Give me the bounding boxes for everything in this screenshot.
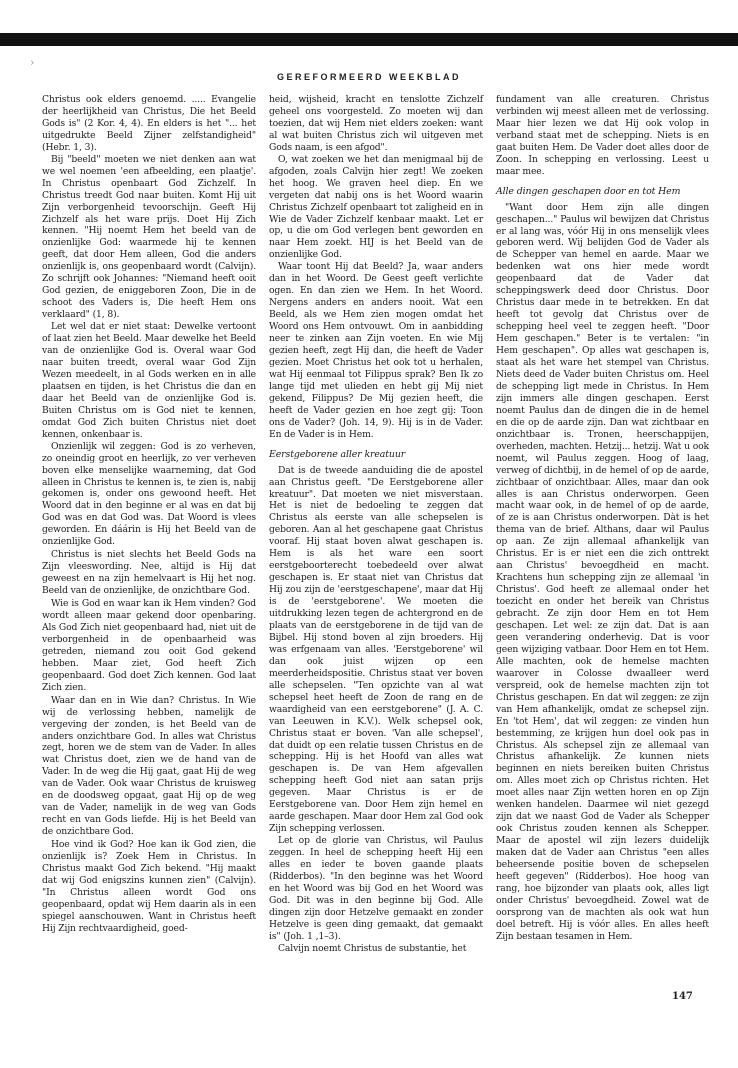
paragraph: Waar toont Hij dat Beeld? Ja, waar anders dan in het Woord. De Geest geeft verlichte ogen. En dan zien we Hem. In het Woord. Nergens anders en anders nooit. Wat een Beeld, als we Hem zien mogen omdat het Woord ons Hem ontvouwt. Om in aanbidding neer te zinken aan Zijn voeten. En wie Mij gezien heeft, zegt Hij dan, die heeft de Vader gezien. Moet Christus het ook tot u herhalen, wat Hij eenmaal tot Filippus sprak? Ben Ik zo lange tijd met ulieden en hebt gij Mij niet gekend, Filippus? De Mij gezien heeft, die heeft de Vader gezien en hoe zegt gij: Toon ons de Vader? (Joh. 14, 9). Hij is in de Vader. En de Vader is in Hem.: [269, 261, 483, 440]
section-heading: Alle dingen geschapen door en tot Hem: [496, 185, 681, 197]
column-1: [42, 94, 256, 935]
paragraph: Let op de glorie van Christus, wil Paulus zeggen. In heel de schepping heeft Hij een alles en ieder te boven gaande plaats (Ridderbos). "In den beginne was het Woord en het Woord was bij God en het Woord was God. Dit was in den beginne bij God. Alle dingen zijn door Hetzelve gemaakt en zonder Hetzelve is geen ding gemaakt, dat gemaakt is" (Joh. 1 ,1–3).: [269, 835, 483, 942]
paragraph: Let wel dat er niet staat: Dewelke vertoont of laat zien het Beeld. Maar dewelke het Beeld van de onzienlijke God is. Overal waar God naar buiten treedt, overal waar God Zijn Wezen meedeelt, in al Gods werken en in alle plaatsen en tijden, is het Christus die dan en daar het Beeld van de onzienlijke God is. Buiten Christus om is God niet te kennen, omdat God Zich buiten Christus niet doet kennen, onkenbaar is.: [42, 321, 256, 440]
page-header: GEREFORMEERD WEEKBLAD: [276, 72, 461, 82]
paragraph: fundament van alle creaturen. Christus verbinden wij meest alleen met de verlossing. Maar hier lezen we dat Hij ook volop in verband staat met de schepping. Niets is en gaat buiten Hem. De Vader doet alles door de Zoon. In schepping en verlossing. Leest u maar mee.: [496, 94, 709, 177]
column-3: [496, 94, 709, 943]
section-heading: Eerstgeborene aller kreatuur: [269, 448, 406, 460]
paragraph: Onzienlijk wil zeggen: God is zo verheven, zo oneindig groot en heerlijk, zo ver verheven boven elke menselijke waarneming, dat God alleen in Christus te kennen is, te zien is, nabij gekomen is, onder ons gewoond heeft. Het Woord dat in den beginne er al was en dat bij God was en dat God was. Dat Woord is vlees geworden. En dáárin is Hij het Beeld van de onzienlijke God.: [42, 440, 256, 548]
page-number: 147: [672, 991, 693, 1002]
column-2: [269, 94, 483, 955]
paragraph: Christus ook elders genoemd. ..... Evangelie der heerlijkheid van Christus, Die het Beeld Gods is" (2 Kor. 4, 4). En elders is het "... het uitgedrukte Beeld Zijner zelfstandigheid" (Hebr. 1, 3).: [42, 94, 256, 153]
paragraph: heid, wijsheid, kracht en tenslotte Zichzelf geheel ons voorgesteld. Zo moeten wij dan toezien, dat wij Hem niet elders zoeken: want al wat buiten Christus zich wil uitgeven met Gods naam, is een afgod".: [269, 94, 483, 153]
paragraph: Calvijn noemt Christus de substantie, het: [278, 942, 467, 954]
paragraph: Christus is niet slechts het Beeld Gods na Zijn vleeswording. Nee, altijd is Hij dat geweest en na zijn hemelvaart is Hij het nog. Beeld van de onzienlijke, de onzichtbare God.: [42, 549, 256, 597]
margin-mark: ›: [30, 56, 35, 69]
paragraph: Waar dan en in Wie dan? Christus. In Wie wij de verlossing hebben, namelijk de vergeving der zonden, is het Beeld van de anders onzichtbare God. In alles wat Christus zegt, horen we de stem van de Vader. In alles wat Christus doet, zien we de hand van de Vader. In de weg die Hij gaat, gaat Hij de weg van de Vader. Ook waar Christus de kruisweg en de doodsweg opgaat, gaat Hij op de weg van de Vader, namelijk in de weg van Gods recht en van Gods liefde. Hij is het Beeld van de onzichtbare God.: [42, 694, 256, 838]
paragraph: O, wat zoeken we het dan menigmaal bij de afgoden, zoals Calvijn hier zegt! We zoeken het hoog. We graven heel diep. En we vergeten dat nabij ons is het Woord waarin Christus Zichzelf openbaart tot zaligheid en in Wie de Vader Zichzelf kenbaar maakt. Let er op, u die om God verlegen bent geworden en naar Hem zoekt. HIJ is het Beeld van de onzienlijke God.: [269, 153, 483, 261]
paragraph: Bij "beeld" moeten we niet denken aan wat we wel noemen 'een afbeelding, een plaatje'. In Christus openbaart God Zichzelf. In Christus treedt God naar buiten. Komt Hij uit Zijn verborgenheid tevoorschijn. Geeft Hij Zichzelf als het ware prijs. Doet Hij Zich kennen. "Hij noemt Hem het beeld van de onzienlijke God: waarmede hij te kennen geeft, dat door Hem alleen, God die anders onzienlijk is, ons geopenbaard wordt (Calvijn). Zo schrijft ook Johannes: "Niemand heeft ooit God gezien, de eniggeboren Zoon, Die in de schoot des Vaders is, Die heeft Hem ons verklaard" (1, 8).: [42, 153, 256, 321]
top-black-bar: [0, 33, 738, 46]
paragraph: "Want door Hem zijn alle dingen geschapen..." Paulus wil bewijzen dat Christus er al lang was, vóór Hij in ons menselijk vlees geboren werd. Wij belijden God de Vader als de Schepper van hemel en aarde. Maar we bedenken wat ons hier mede wordt geopenbaard dat de Vader dat scheppingswerk deed door Christus. Door Christus daar mede in te betrekken. En dat heeft tot gevolg dat Christus over de schepping heel veel te zeggen heeft. "Door Hem geschapen." Beter is te vertalen: "in Hem geschapen". Op alles wat geschapen is, staat als het ware het stempel van Christus. Niets deed de Vader buiten Christus om. Heel de schepping ligt mede in Christus. In Hem zijn immers alle dingen geschapen. Eerst noemt Paulus dan de dingen die in de hemel en die op de aarde zijn. Dan wat zichtbaar en onzichtbaar is. Tronen, heerschappijen, overheden, machten. Hetzij... hetzij. Wat u ook noemt, wil Paulus zeggen. Hoog of laag, verweg of dichtbij, in de hemel of op de aarde, zichtbaar of onzichtbaar. Alles, maar dan ook alles is aan Christus onderworpen. Geen macht waar ook, in de hemel of op de aarde, of ze is aan Christus onderworpen. Dàt is het thema van de brief. Althans, daar wil Paulus op aan. Ze zijn allemaal afhankelijk van Christus. Er is er niet een die zich onttrekt aan Christus' bevoegdheid en macht. Krachtens hun schepping zijn ze allemaal 'in Christus'. God heeft ze allemaal onder het toezicht en onder het bereik van Christus gebracht. Ze zijn door Hem en tot Hem geschapen. Let wel: ze zijn dat. Dat is aan geen verandering onderhevig. Dat is voor geen wijziging vatbaar. Door Hem en tot Hem. Alle machten, ook de hemelse machten waarover in Colosse dwaalleer werd verspreid, ook de hemelse machten zijn tot Christus geschapen. En dat wil zeggen: ze zijn van Hem afhankelijk, omdat ze schepsel zijn. En 'tot Hem', dat wil zeggen: ze vinden hun bestemming, ze krijgen hun doel ook pas in Christus. Als schepsel zijn ze allemaal van Christus afhankelijk. Ze kunnen niets beginnen en niets bereiken buiten Christus om. Alles moet zich op Christus richten. Het moet alles naar Zijn wetten horen en op Zijn wenken handelen. Daarmee wil niet gezegd zijn dat we naast God de Vader als Schepper ook Christus zouden kennen als Schepper. Maar de apostel wil zijn lezers duidelijk maken dat de Vader aan Christus "een alles beheersende positie boven de schepselen heeft gegeven" (Ridderbos). Hoe hoog van rang, hoe bijzonder van plaats ook, alles ligt onder Christus' bevoegdheid. Zowel wat de oorsprong van de machten als ook wat hun doel betreft. Hij is vóór alles. En alles heeft Zijn bestaan tesamen in Hem.: [496, 201, 709, 942]
paragraph: Dat is de tweede aanduiding die de apostel aan Christus geeft. "De Eerstgeborene aller kreatuur". Dat moeten we niet misverstaan. Het is niet de bedoeling te zeggen dat Christus als eerste van alle schepselen is geboren. Aan al het geschapene gaat Christus vooraf. Hij staat boven alwat geschapen is. Hem is als het ware een soort eerstgeboorterecht toebedeeld over alwat geschapen is. Er staat niet van Christus dat Hij zou zijn de 'eerstgeschapene', maar dat Hij is de 'eerstgeborene'. We moeten die uitdrukking lezen tegen de achtergrond en de plaats van de eerstgeborene in de tijd van de Bijbel. Hij stond boven al zijn broeders. Hij was erfgenaam van alles. 'Eerstgeborene' wil dan ook juist wijzen op een meerderheidspositie. Christus staat ver boven alle schepselen. "Ten opzichte van al wat schepsel heet heeft de Zoon de rang en de waardigheid van een eerstgeborene" (J. A. C. van Leeuwen in K.V.). Welk schepsel ook, Christus staat er boven. 'Van alle schepsel', dat duidt op een relatie tussen Christus en de schepping. Hij is het Hoofd van alles wat geschapen is. De van Hem afgevallen schepping heeft God niet aan satan prijs gegeven. Maar Christus is er de Eerstgeborene van. Door Hem zijn hemel en aarde geschapen. Maar door Hem zal God ook Zijn schepping verlossen.: [269, 464, 483, 835]
paragraph: Wie is God en waar kan ik Hem vinden? God wordt alleen maar gekend door openbaring. Als God Zich niet geopenbaard had, niet uit de verborgenheid in de openbaarheid was getreden, niemand zou ooit God gekend hebben. Maar ziet, God heeft Zich geopenbaard. God doet Zich kennen. God laat Zich zien.: [42, 598, 256, 693]
paragraph: Hoe vind ik God? Hoe kan ik God zien, die onzienlijk is? Zoek Hem in Christus. In Christus maakt God Zich bekend. "Hij maakt dat wij God enigszins kunnen zien" (Calvijn). "In Christus alleen wordt God ons geopenbaard, opdat wij Hem daarin als in een spiegel aanschouwen. Want in Christus heeft Hij Zijn rechtvaardigheid, goed-: [42, 839, 256, 934]
